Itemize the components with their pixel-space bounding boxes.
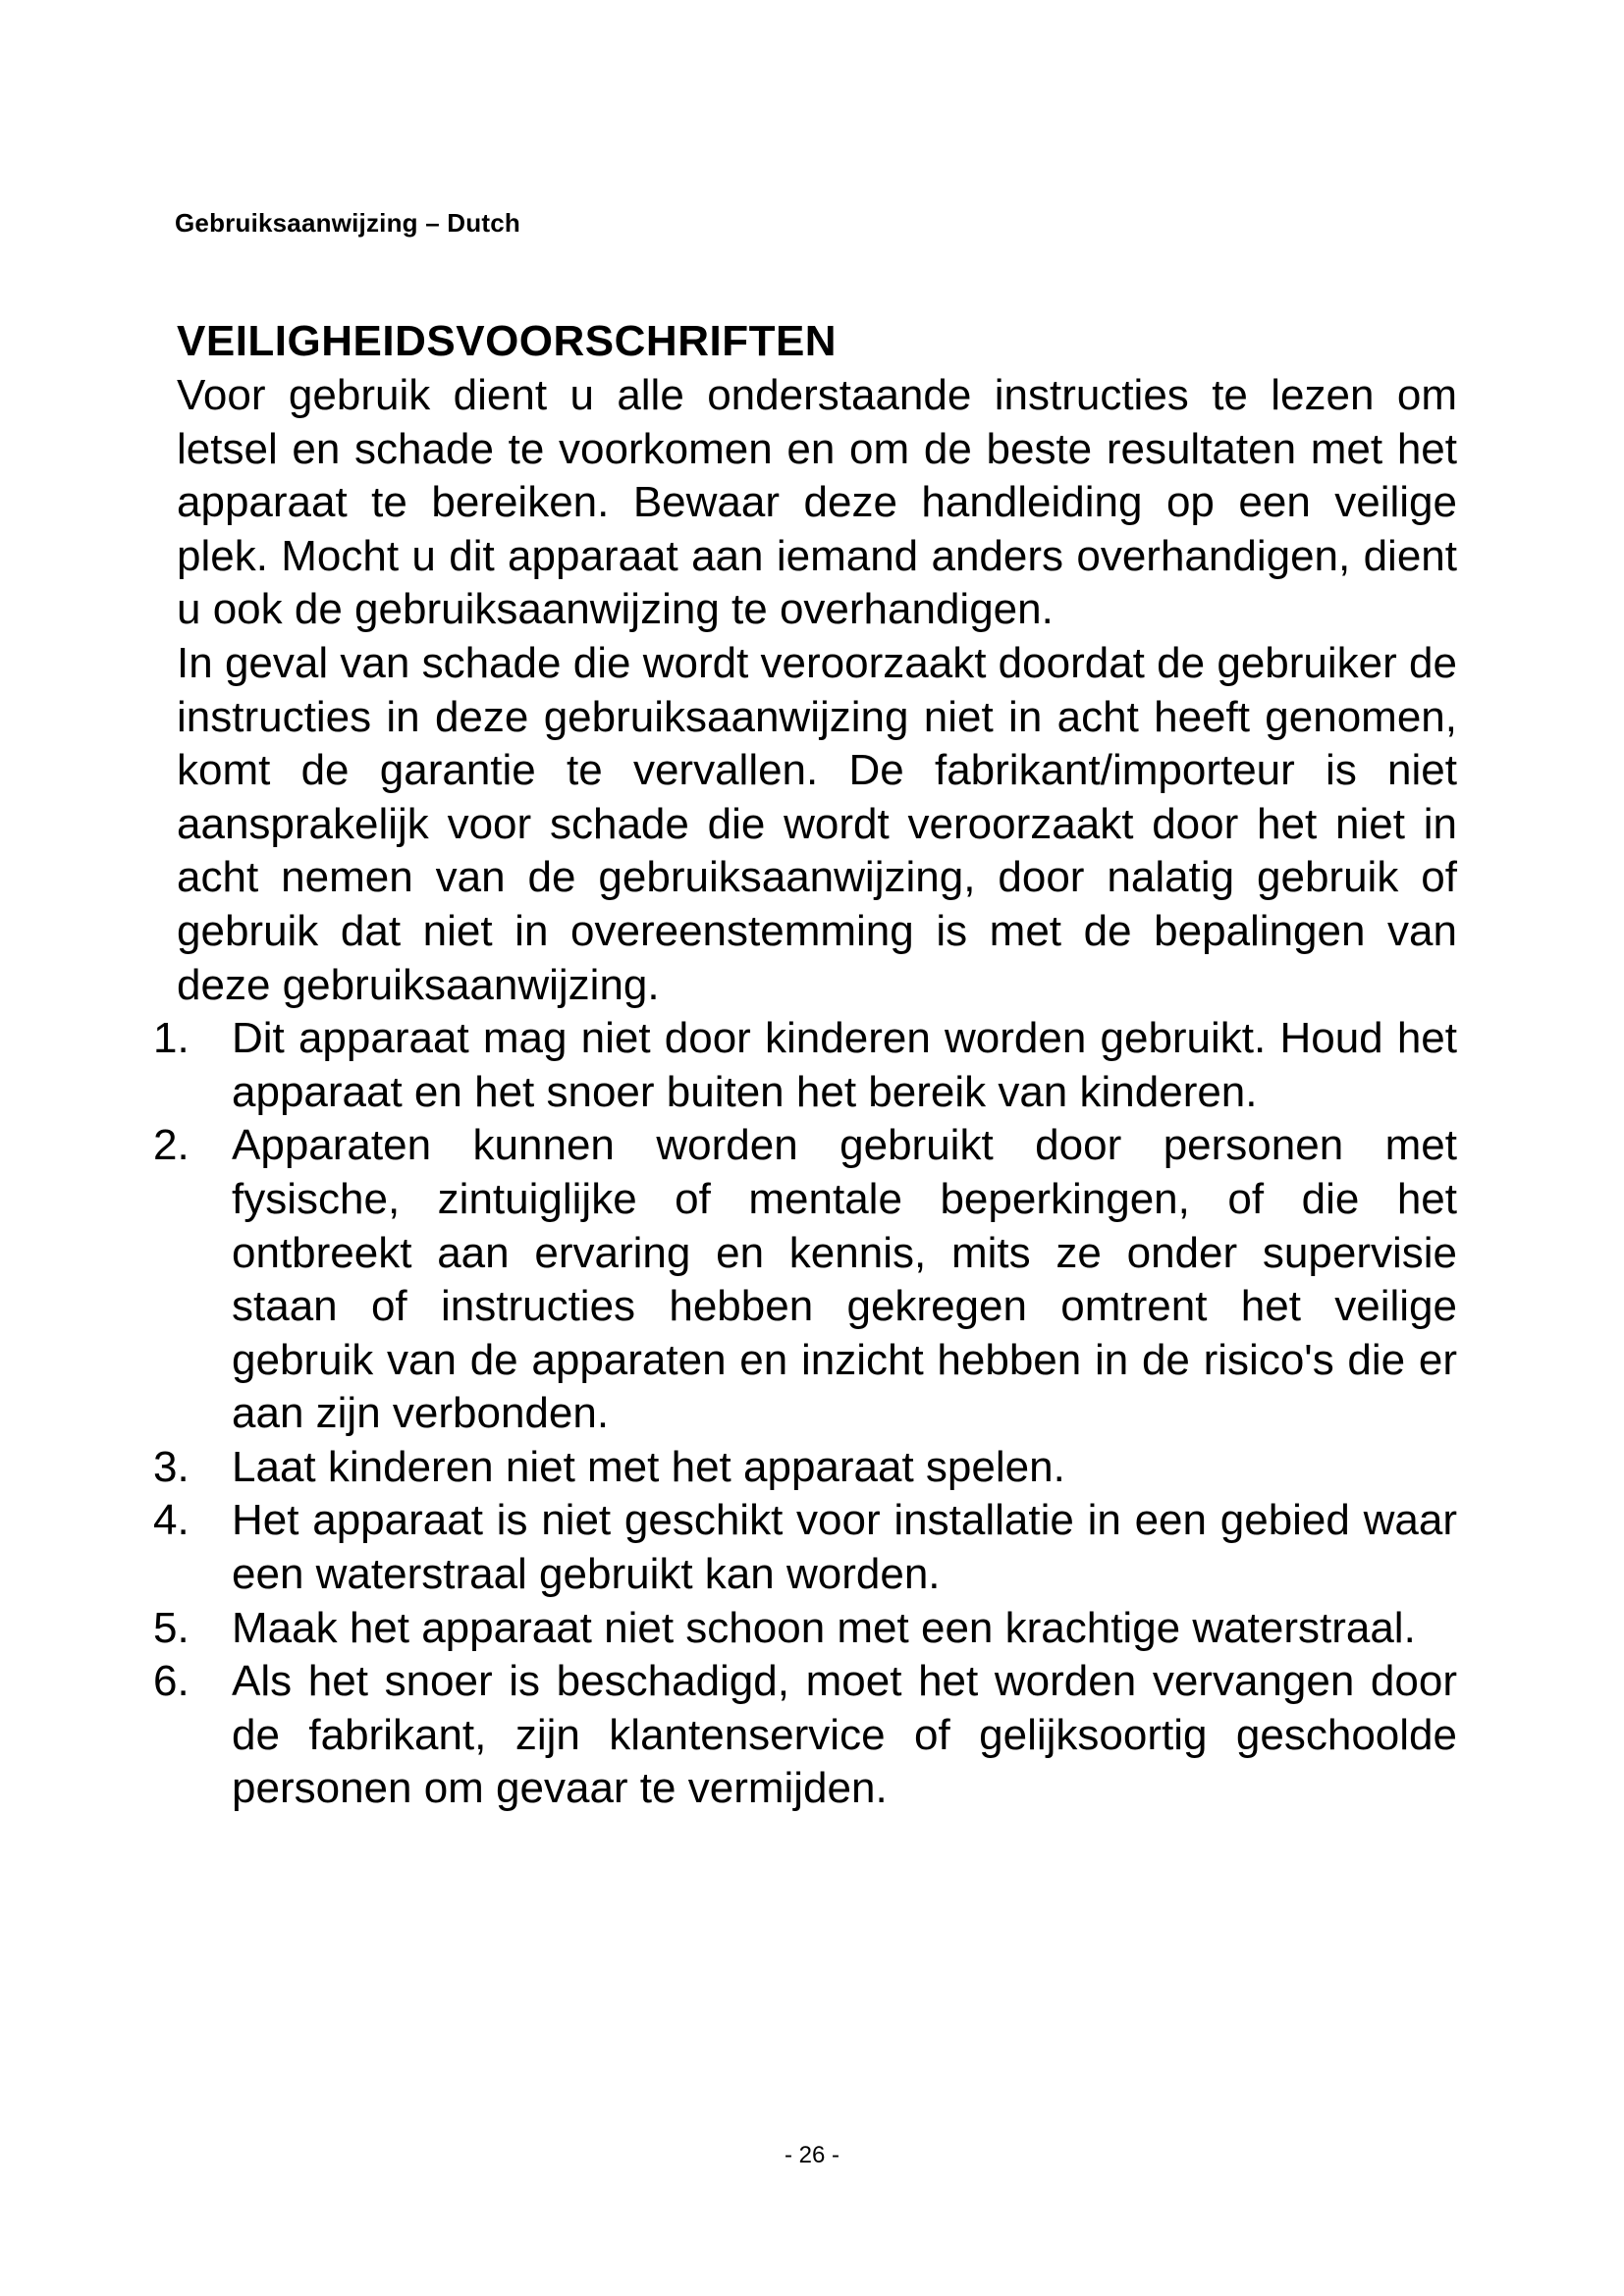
list-item-text: Het apparaat is niet geschikt voor installatie in een gebied waar een waterstraal gebruikt kan worden.	[232, 1496, 1457, 1599]
intro-paragraph: Voor gebruik dient u alle onderstaande instructies te lezen om letsel en schade te voorkomen en om de beste resultaten met het apparaat te bereiken. Bewaar deze handleiding op een veilige plek. Mocht u dit apparaat aan iemand anders overhandigen, dient u ook de gebruiksaanwijzing te overhandigen.	[177, 371, 1457, 634]
document-header: Gebruiksaanwijzing – Dutch	[175, 208, 520, 238]
list-item-text: Apparaten kunnen worden gebruikt door personen met fysische, zintuiglijke of mentale beperkingen, of die het ontbreekt aan ervaring en kennis, mits ze onder supervisie staan of instructies hebben gekregen omtrent het veilige gebruik van de apparaten en inzicht hebben in de risico's die er aan zijn verbonden.	[232, 1121, 1457, 1438]
list-item	[153, 1494, 1457, 1601]
document-content	[153, 314, 1457, 1816]
page-number: - 26 -	[784, 2142, 839, 2168]
list-item-number: 5.	[153, 1603, 189, 1652]
list-item	[153, 1119, 1457, 1441]
list-item-text: Als het snoer is beschadigd, moet het worden vervangen door de fabrikant, zijn klantenservice of gelijksoortig geschoolde personen om gevaar te vermijden.	[232, 1657, 1457, 1813]
safety-instructions-list	[153, 1012, 1457, 1816]
list-item-number: 3.	[153, 1442, 189, 1491]
list-item-number: 6.	[153, 1657, 189, 1706]
list-item-text: Dit apparaat mag niet door kinderen worden gebruikt. Houd het apparaat en het snoer buiten het bereik van kinderen.	[232, 1014, 1457, 1116]
list-item-text: Maak het apparaat niet schoon met een krachtige waterstraal.	[232, 1603, 1416, 1652]
list-item-number: 2.	[153, 1121, 189, 1170]
list-item	[153, 1441, 1457, 1495]
list-item	[153, 1655, 1457, 1816]
list-item-number: 1.	[153, 1014, 189, 1063]
section-title: VEILIGHEIDSVOORSCHRIFTEN	[177, 317, 838, 365]
list-item	[153, 1012, 1457, 1119]
list-item-number: 4.	[153, 1496, 189, 1545]
liability-paragraph: In geval van schade die wordt veroorzaakt doordat de gebruiker de instructies in deze gebruiksaanwijzing niet in acht heeft genomen, komt de garantie te vervallen. De fabrikant/importeur is niet aansprakelijk voor schade die wordt veroorzaakt door het niet in acht nemen van de gebruiksaanwijzing, door nalatig gebruik of gebruik dat niet in overeenstemming is met de bepalingen van deze gebruiksaanwijzing.	[177, 638, 1457, 1009]
list-item	[153, 1602, 1457, 1656]
list-item-text: Laat kinderen niet met het apparaat spelen.	[232, 1442, 1065, 1491]
